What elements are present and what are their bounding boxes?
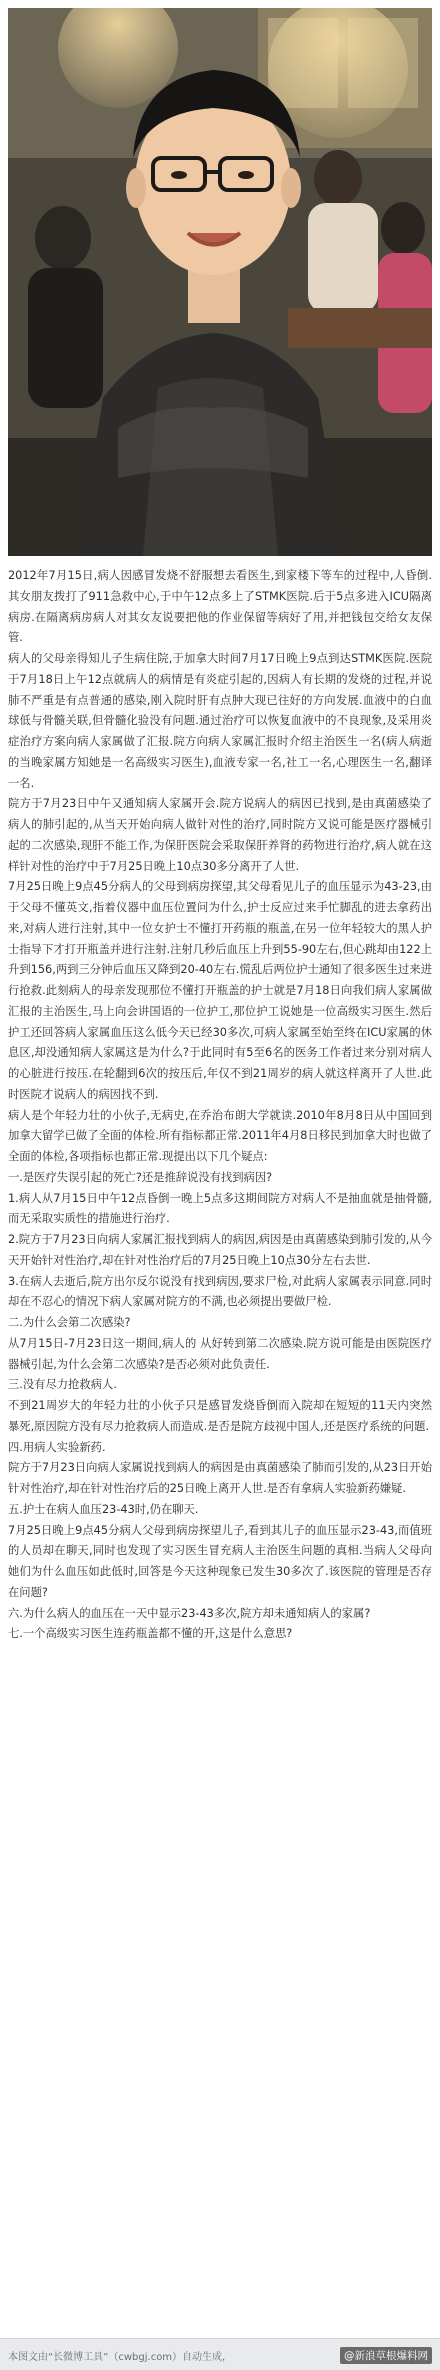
- paragraph: 1.病人从7月15日中午12点昏倒一晚上5点多这期间院方对病人不是抽血就是抽骨髓,而无采取实质性的措施进行治疗.: [8, 1191, 432, 1226]
- paragraph: 院方于7月23日向病人家属说找到病人的病因是由真菌感染了肺而引发的,从23日开始针对性治疗,却在针对性治疗后的25日晚上离开人世.是否有拿病人实验新药嫌疑.: [8, 1461, 432, 1495]
- paragraph: 2.院方于7月23日向病人家属汇报找到病人的病因,病因是由真菌感染到肺引发的,从今天开始针对性治疗,却在针对性治疗后的7月25日晚上10点30分左右去世.: [8, 1233, 432, 1267]
- paragraph: 不到21周岁大的年轻力壮的小伙子只是感冒发烧昏倒而入院却在短短的11天内突然暴死,原因院方没有尽力抢救病人而造成.是否是院方歧视中国人,还是医疗系统的问题.: [8, 1399, 432, 1433]
- paragraph: 7月25日晚上9点45分病人的父母到病房探望,其父母看见儿子的血压显示为43-23,由于父母不懂英文,指着仪器中血压位置问为什么,护士反应过来手忙脚乱的进去拿药出来,对病人进行注射,其中一位女护士不懂打开药瓶的瓶盖,在另一位年轻较大的黑人护士指导下才打开瓶盖并进行注射.注射几秒后血压上升到55-90左右,但心跳却由122上升到156,两到三分钟后血压又降到20-40左右.慌乱后两位护士通知了很多医生过来进行抢救.此刻病人的母亲发现那位不懂打开瓶盖的护士就是7月18日向我们病人家属做汇报的主治医生,马上向会讲国语的一位护工,那位护工说她是一位高级实习医生.然后护工还回答病人家属血压这么低今天已经30多次,可病人家属至始至终在ICU家属的休息区,却没通知病人家属这是为什么?于此同时有5至6名的医务工作者过来分别对病人的心脏进行按压.在轮翻到6次的按压后,年仅不到21周岁的病人就这样离开了人世.此时医院才说病人的病因找不到.: [8, 880, 432, 1101]
- question-heading: 四.用病人实验新药.: [8, 1440, 106, 1454]
- question-heading: 一.是医疗失误引起的死亡?还是推辞说没有找到病因?: [8, 1170, 273, 1184]
- paragraph: 院方于7月23日中午又通知病人家属开会.院方说病人的病因已找到,是由真菌感染了病人的肺引起的,从当天开始向病人做针对性的治疗,同时院方又说可能是医疗器械引起的二次感染,现肝不能工作,为保肝医院会采取保肝养肾的药物进行治疗,病人就在这样针对性的治疗中于7月25日晚上10点30多分离开了人世.: [8, 797, 432, 873]
- weibo-watermark: @新浪草根爆料网: [340, 2347, 432, 2364]
- footer-credit: 本图文由“长微博工具”（cwbgj.com）自动生成，: [8, 2352, 233, 2363]
- question-heading: 二.为什么会第二次感染?: [8, 1316, 131, 1329]
- question-heading: 五.护士在病人血压23-43时,仍在聊天.: [8, 1502, 199, 1516]
- paragraph: 病人是个年轻力壮的小伙子,无病史,在乔治布朗大学就读.2010年8月8日从中国回到加拿大留学已做了全面的体检.所有指标都正常.2011年4月8日移民到加拿大时也做了全面的体检,各项指标也都正常.现提出以下几个疑点:: [8, 1108, 432, 1163]
- paragraph: 病人的父母亲得知儿子生病住院,于加拿大时间7月17日晚上9点到达STMK医院.医院于7月18日上午12点就病人的病情是有炎症引起的,因病人有长期的发烧的过程,并说肺不严重是有点普通的感染,刚入院时肝有点肿大现已往好的方向发展.血液中的白血球低与骨髓关联,但骨髓化验没有问题.通过治疗可以恢复血液中的不良现象,及采用炎症治疗方案向病人家属做了汇报.院方向病人家属汇报时介绍主治医生一名(病人病逝的当晚家属方知她是一名高级实习医生),血液专家一名,社工一名,心理医生一名,翻译一名.: [8, 652, 432, 790]
- paragraph: 3.在病人去逝后,院方出尔反尔说没有找到病因,要求尸检,对此病人家属表示同意.同时却在不忍心的情况下病人家属对院方的不满,也必须提出要做尸检.: [8, 1274, 432, 1309]
- paragraph: 从7月15日-7月23日这一期间,病人的 从好转到第二次感染.院方说可能是由医院医疗器械引起,为什么会第二次感染?是否必须对此负责任.: [8, 1336, 432, 1371]
- restaurant-scene-image: [8, 8, 432, 556]
- paragraph: 2012年7月15日,病人因感冒发烧不舒服想去看医生,到家楼下等车的过程中,人昏倒.其女朋友拨打了911急救中心,于中午12点多上了STMK医院.后于5点多进入ICU隔离病房.在隔离病房病人对其女友说要把他的作业保留等病好了用,并把钱包交给女友保管.: [8, 569, 432, 645]
- question-heading: 三.没有尽力抢救病人.: [8, 1378, 117, 1392]
- question-heading: 六.为什么病人的血压在一天中显示23-43多次,院方却未通知病人的家属?: [8, 1606, 371, 1620]
- header-photo: [8, 8, 432, 556]
- paragraph: 7月25日晚上9点45分病人父母到病房探望儿子,看到其儿子的血压显示23-43,而值班的人员却在聊天,同时也发现了实习医生冒充病人主治医生问题的真相.当病人父母向她们为什么血压如此低时,回答是今天这种现象已发生30多次了.该医院的管理是否存在问题?: [8, 1523, 432, 1599]
- footer-bar: [0, 2338, 440, 2370]
- article-body: [8, 566, 432, 1645]
- question-heading: 七.一个高级实习医生连药瓶盖都不懂的开,这是什么意思?: [8, 1627, 293, 1641]
